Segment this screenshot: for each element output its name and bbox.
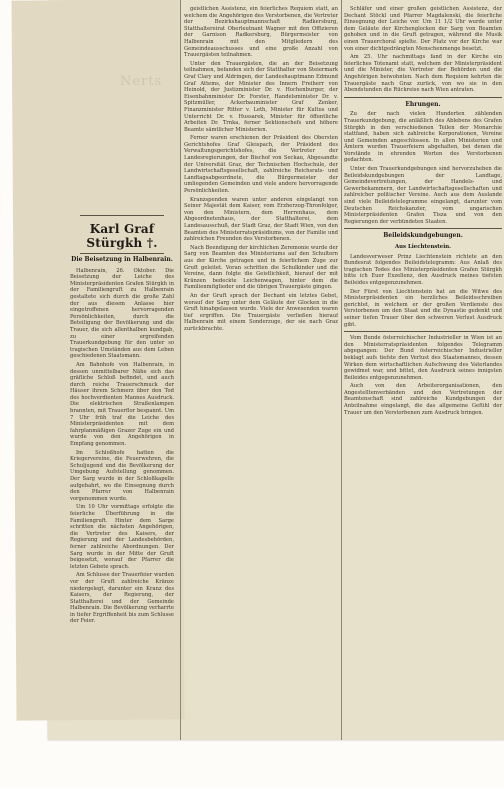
column-middle — [184, 6, 338, 731]
column-right — [344, 6, 502, 731]
paragraph: Der Fürst von Liechtenstein hat an die Witwe des Ministerpräsidenten ein herzliches Beileidsschreiben gerichtet, in welchem er der großen Verdienste des Verstorbenen um den Staat und die Dynastie gedenkt und seiner tiefen Trauer über den schweren Verlust Ausdruck gibt. — [344, 288, 502, 328]
column-rule-1 — [180, 0, 181, 740]
paragraph: Vom Bunde österreichischer Industrieller in Wien ist an den Ministerratspräsidenten folgendes Telegramm abgegangen: Der Bund österreichischer Industrieller beklagt aufs tiefste den Verlust des Staatsmannes, dessen Wirken dem wirtschaftlichen Aufschwung des Vaterlandes gewidmet war, und bittet, den Ausdruck seines innigsten Beileides entgegenzunehmen. — [344, 335, 502, 381]
section-divider — [344, 228, 502, 229]
paragraph: Landesverweser Prinz Liechtenstein richtete an den Bundesrat folgendes Beileidstelegramm: Aus Anlaß des tragischen Todes des Ministerpräsidenten Grafen Stürgkh bitte ich Euer Exzellenz, den Ausdruck meines tiefsten Beileides entgegenzunehmen. — [344, 253, 502, 286]
paragraph: Halbenrain, 26. Oktober. Die Beisetzung der Leiche des Ministerpräsidenten Grafen Stürgkh in der Familiengruft zu Halbenrain gestaltete sich durch die große Zahl der aus diesem Anlasse hier eingetroffenen hervorragenden Persönlichkeiten, durch die Beteiligung der Bevölkerung und die Trauer, die sich allenthalben kundgab, zu einer ergreifenden Trauerkundgebung für den unter so tragischen Umständen aus dem Leben geschiedenen Staatsmann. — [70, 267, 174, 360]
column-rule-2 — [341, 0, 342, 740]
paragraph: Unter den Trauerkundgebungen sind hervorzuheben die Beileidskundgebungen der Landtage, Gemeindevertretungen, der Handels- und Gewerbekammern, der Landwirtschaftsgesellschaften und zahlreicher politischer Vereine. Auch aus dem Auslande sind viele Beileidstelegramme eingelangt, darunter vom Deutschen Reichskanzler, vom ungarischen Ministerpräsidenten Grafen Tisza und von den Regierungen der verbündeten Staaten. — [344, 166, 502, 225]
paragraph: Unter den Trauergästen, die an der Beisetzung teilnahmen, befanden sich der Statthalter von Steiermark Graf Clary und Aldringen, der Landeshauptmann Edmund Graf Attems, der Minister des Innern Freiherr von Heinold, der Justizminister Dr. v. Hochenburger, der Eisenbahnminister Dr. Forster, Handelsminister Dr. v. Spitzmüller, Ackerbauminister Graf Zenker, Finanzminister Ritter v. Leth, Minister für Kultus und Unterricht Dr. v. Hussarek, Minister für öffentliche Arbeiten Dr. Trnka, ferner Sektionschefs und höhere Beamte sämtlicher Ministerien. — [184, 60, 338, 133]
column-left — [70, 212, 174, 732]
paragraph: Auch von den Arbeiterorganisationen, den Angestelltenverbänden und den Vertretungen der Beamtenschaft sind zahlreiche Kundgebungen der Anteilnahme eingelangt, die das allgemeine Gefühl der Trauer um den Verstorbenen zum Ausdruck bringen. — [344, 383, 502, 416]
paragraph: geistlichen Assistenz, ein feierliches Requiem statt, an welchem die Angehörigen des Verstorbenen, die Vertreter der Bezirkshauptmannschaft Radkersburg, Statthaltereirat Oberleutnant Wagner mit den Offizieren der Garnison Radkersburg, Bürgermeister von Halbenrain mit den Mitgliedern des Gemeindeausschusses und eine große Anzahl von Trauergästen teilnahmen. — [184, 6, 338, 59]
paragraph: Um 10 Uhr vormittags erfolgte die feierliche Überführung in die Familiengruft. Hinter dem Sarge schritten die nächsten Angehörigen, die Vertreter des Kaisers, der Regierung und der Landesbehörden, ferner zahlreiche Abordnungen. Der Sarg wurde in der Mitte der Gruft beigesetzt, worauf der Pfarrer die letzten Gebete sprach. — [70, 504, 174, 570]
paragraph: An der Gruft sprach der Dechant ein letztes Gebet, worauf der Sarg unter dem Geläute der Glocken in die Gruft hinabgelassen wurde. Viele der Anwesenden waren tief ergriffen. Die Trauergäste verließen hierauf Halbenrain mit einem Sonderzuge, der sie nach Graz zurückbrachte. — [184, 292, 338, 332]
paragraph: Kranzspenden waren unter anderen eingelangt von Seiner Majestät dem Kaiser, vom Erzherzog-Thronfolger, von den Ministern, dem Herrenhaus, dem Abgeordnetenhaus, der Statthalterei, dem Landesausschuß, der Stadt Graz, der Stadt Wien, von den Beamten des Ministerratspräsidiums, von der Familie und zahlreichen Freunden des Verstorbenen. — [184, 196, 338, 243]
paragraph: Am 25. Uhr nachmittags fand in der Kirche ein feierliches Totenamt statt, welchem der Ministerpräsident und die Minister, die Vertreter der Behörden und die Angehörigen beiwohnten. Nach dem Requiem kehrten die Trauergäste nach Graz zurück, von wo sie in den Abendstunden die Rückreise nach Wien antraten. — [344, 54, 502, 94]
subtitle: Die Beisetzung in Halbenrain. — [71, 256, 173, 263]
section-divider — [344, 97, 502, 98]
paragraph: Schläfer und einer großen geistlichen Assistenz, der Dechant Stöckl und Pfarrer Magdalenski, die feierliche Einsegnung der Leiche vor. Um 11 1/2 Uhr wurde unter dem Geläute der Kirchenglocken der Sarg von Beamten gehoben und in die Gruft getragen, während die Musik einen Trauerchoral spielte. Der Platz vor der Kirche war von einer dichtgedrängten Menschenmenge besetzt. — [344, 6, 502, 52]
section-divider — [344, 331, 502, 332]
paragraph: Im Schloßhofe hatten die Kriegervereine, die Feuerwehren, die Schuljugend und die Bevölkerung der Umgebung Aufstellung genommen. Der Sarg wurde in der Schloßkapelle aufgebahrt, wo die Einsegnung durch den Pfarrer von Halbenrain vorgenommen wurde. — [70, 449, 174, 502]
paragraph: Ferner waren erschienen der Präsident des Obersten Gerichtshofes Graf Gleispach, der Präsident des Verwaltungsgerichtshofes, die Vertreter der Landesregierungen, der Bischof von Seckau, Abgesandte der Universität Graz, der Technischen Hochschule, der Landwirtschaftsgesellschaft, zahlreiche Reichsrats- und Landtagsabgeordnete, die Bürgermeister der umliegenden Gemeinden und viele andere hervorragende Persönlichkeiten. — [184, 135, 338, 195]
headline-rule-top — [80, 215, 164, 216]
paragraph: Nach Beendigung der kirchlichen Zeremonie wurde der Sarg von Beamten des Ministeriums auf den Schultern aus der Kirche getragen und in feierlichem Zuge zur Gruft geleitet. Voran schritten die Schulkinder und die Vereine, dann folgte die Geistlichkeit, hierauf der mit Kränzen bedeckte Leichenwagen, hinter dem die Familienmitglieder und die übrigen Trauergäste gingen. — [184, 244, 338, 291]
paragraph: Am Bahnhofe von Halbenrain, in dessen unmittelbarer Nähe sich das gräfliche Schloß befindet, und auch durch reiche Trauerschmuck der Häuser ihrem Schmerz über den Tod des hochverdienten Mannes Ausdruck. Die elektrischen Straßenlampen brannten, mit Trauerflor bespannt. Um 7 Uhr früh traf die Leiche des Ministerpräsidenten mit dem fahrplanmäßigen Grazer Zuge ein und wurde von den Angehörigen in Empfang genommen. — [70, 361, 174, 448]
section-title: Beileidskundgebungen. — [383, 232, 463, 240]
paragraph: Am Schlusse der Trauerfeier wurden vor der Gruft zahlreiche Kränze niedergelegt, darunter ein Kranz des Kaisers, der Regierung, der Statthalterei und der Gemeinde Halbenrain. Die Bevölkerung verharrte in tiefer Ergriffenheit bis zum Schlusse der Feier. — [70, 572, 174, 625]
section-title: Ehrungen. — [405, 100, 441, 108]
headline: Karl Graf Stürgkh †. — [86, 222, 158, 250]
headline-rule-bottom — [80, 253, 164, 254]
ghost-bleed-text: Nerts — [120, 74, 163, 89]
paragraph: Zu der nach vielen Hunderten zählenden Trauerkundgebung, die anläßlich des Ablebens des Grafen Stürgkh in den verschiedenen Teilen der Monarchie stattfand, haben sich zahlreiche Korporationen, Vereine und Gemeinden angeschlossen. In allen Ministerien und Ämtern wurden Trauerfeiern abgehalten, bei denen die Vorstände in ehrenden Worten des Verstorbenen gedachten. — [344, 111, 502, 164]
section-subtitle: Aus Liechtenstein. — [394, 244, 452, 250]
